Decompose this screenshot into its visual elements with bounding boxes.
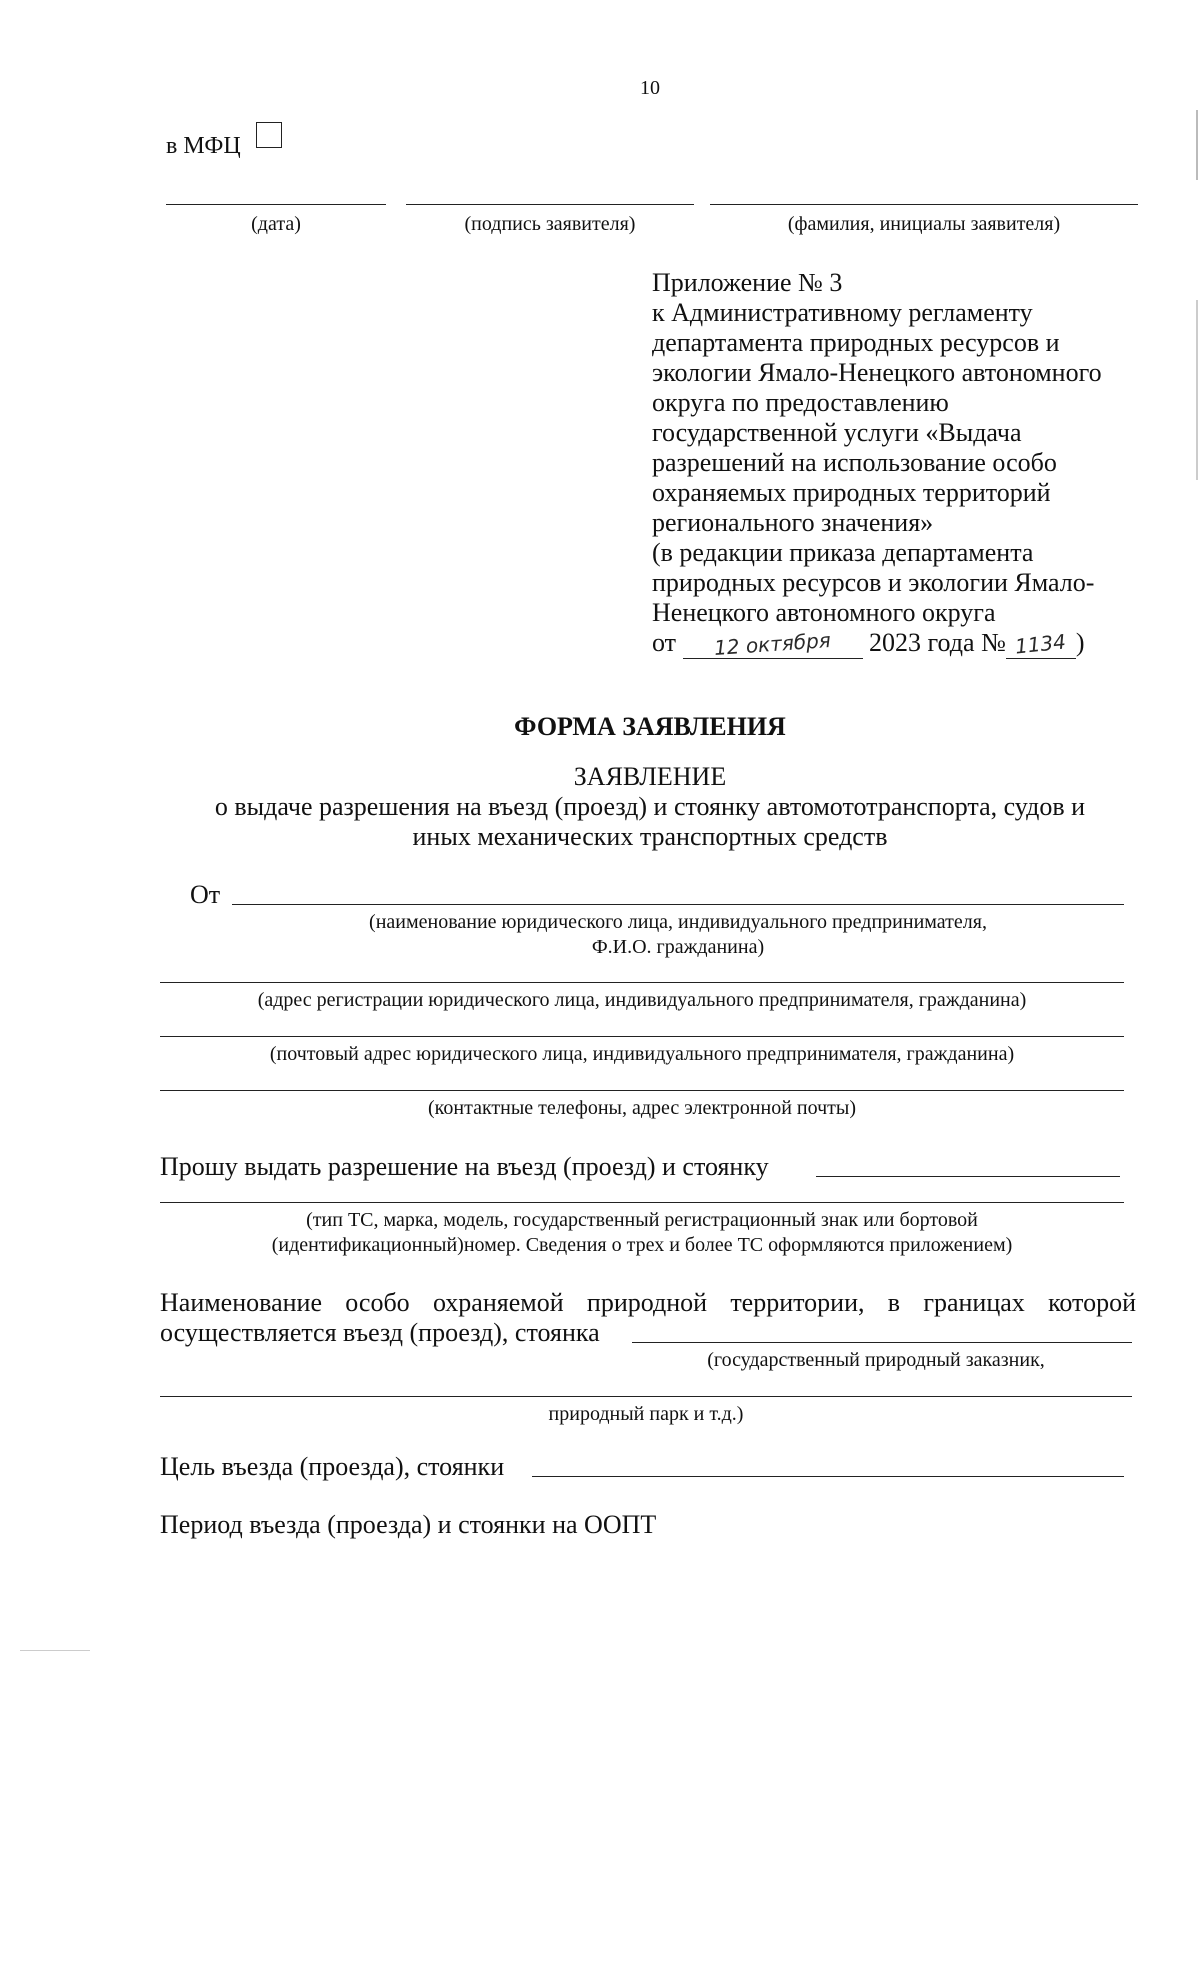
vehicle-field[interactable] [160, 1202, 1124, 1203]
appendix-line: округа по предоставлению [652, 388, 949, 417]
signature-caption: (подпись заявителя) [464, 213, 636, 235]
from-label: От [190, 880, 221, 909]
order-number-field [1006, 628, 1076, 659]
name-line[interactable] [710, 204, 1138, 205]
appendix-line: разрешений на использование особо [652, 448, 1057, 477]
contacts-caption: (контактные телефоны, адрес электронной почты) [428, 1097, 856, 1119]
territory-label-line2: осуществляется въезд (проезд), стоянка [160, 1318, 600, 1347]
date-caption: (дата) [251, 213, 301, 235]
scan-edge-mark [20, 1650, 90, 1651]
form-subtitle-line2: иных механических транспортных средств [412, 822, 888, 851]
order-closing: ) [1075, 628, 1085, 657]
postal-address-field[interactable] [160, 1036, 1124, 1037]
signature-line[interactable] [406, 204, 694, 205]
form-title: ЗАЯВЛЕНИЕ [573, 762, 727, 791]
appendix-order-line [652, 628, 1152, 659]
form-subtitle-line1: о выдаче разрешения на въезд (проезд) и стоянку автомототранспорта, судов и [214, 792, 1086, 821]
from-field[interactable] [232, 904, 1124, 905]
appendix-block [652, 268, 1152, 659]
order-date-field [683, 628, 863, 659]
appendix-line: государственной услуги «Выдача [652, 418, 1022, 447]
registration-address-field[interactable] [160, 982, 1124, 983]
postal-address-caption: (почтовый адрес юридического лица, индивидуального предпринимателя, гражданина) [269, 1043, 1015, 1065]
form-heading: ФОРМА ЗАЯВЛЕНИЯ [514, 712, 786, 741]
order-number-handwritten: 1134 [1014, 629, 1068, 659]
contacts-field[interactable] [160, 1090, 1124, 1091]
scan-edge-mark [1196, 110, 1198, 180]
name-caption: (фамилия, инициалы заявителя) [787, 213, 1061, 235]
vehicle-caption-line1: (тип ТС, марка, модель, государственный регистрационный знак или бортовой [306, 1209, 978, 1231]
territory-field-continued[interactable] [160, 1396, 1132, 1397]
scan-edge-mark [1196, 300, 1198, 480]
order-date-prefix: от [652, 628, 677, 657]
territory-field[interactable] [632, 1342, 1132, 1343]
order-date-handwritten: 12 октября [713, 627, 832, 661]
appendix-line: департамента природных ресурсов и [652, 328, 1060, 357]
page-number: 10 [640, 77, 660, 99]
appendix-line: Приложение № 3 [652, 268, 843, 297]
purpose-label: Цель въезда (проезда), стоянки [160, 1452, 505, 1481]
period-label: Период въезда (проезда) и стоянки на ООПТ [160, 1510, 657, 1539]
appendix-line: природных ресурсов и экологии Ямало- [652, 568, 1095, 597]
appendix-line: регионального значения» [652, 508, 934, 537]
appendix-line: к Административному регламенту [652, 298, 1033, 327]
appendix-line: (в редакции приказа департамента [652, 538, 1034, 567]
appendix-line: Ненецкого автономного округа [652, 598, 996, 627]
territory-caption-line2: природный парк и т.д.) [548, 1403, 744, 1425]
appendix-line: экологии Ямало-Ненецкого автономного [652, 358, 1102, 387]
from-caption-line2: Ф.И.О. гражданина) [591, 936, 765, 958]
order-year-text: 2023 года № [869, 628, 1006, 657]
from-caption-line1: (наименование юридического лица, индивидуального предпринимателя, [369, 911, 987, 933]
purpose-field[interactable] [532, 1476, 1124, 1477]
territory-caption-line1: (государственный природный заказник, [707, 1349, 1045, 1371]
request-label: Прошу выдать разрешение на въезд (проезд) и стоянку [160, 1152, 769, 1181]
mfc-label: в МФЦ [166, 133, 241, 159]
registration-address-caption: (адрес регистрации юридического лица, индивидуального предпринимателя, гражданина) [257, 989, 1027, 1011]
appendix-line: охраняемых природных территорий [652, 478, 1051, 507]
territory-label-line1: Наименование особо охраняемой природной территории, в границах которой [160, 1288, 1136, 1317]
vehicle-caption-line2: (идентификационный)номер. Сведения о трех и более ТС оформляются приложением) [271, 1234, 1013, 1256]
request-field[interactable] [816, 1176, 1120, 1177]
mfc-checkbox[interactable] [256, 122, 282, 148]
date-line[interactable] [166, 204, 386, 205]
